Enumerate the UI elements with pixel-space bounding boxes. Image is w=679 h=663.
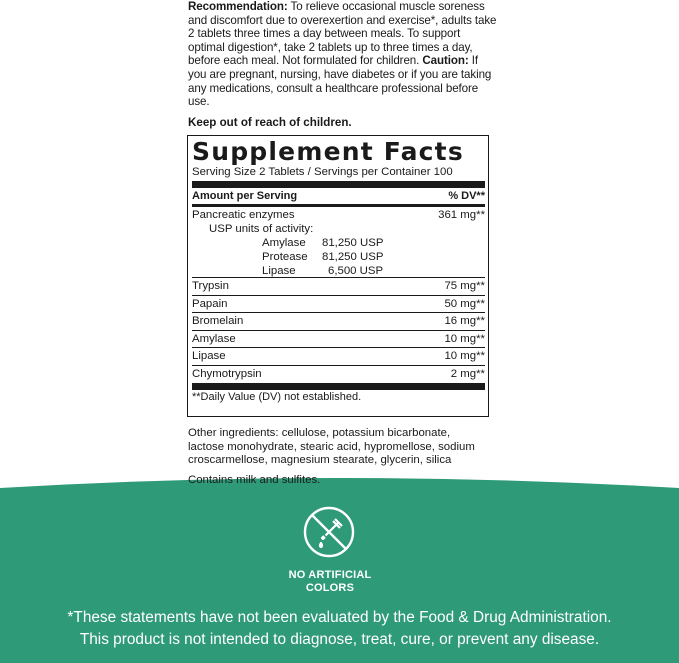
ingredient-row	[192, 296, 485, 314]
disclaimer-line-1: *These statements have not been evaluated by the Food & Drug Administration.	[67, 609, 612, 626]
badge-line-2: COLORS	[305, 582, 355, 594]
unit-value: 81,250 USP	[322, 237, 384, 249]
badge-label	[270, 569, 390, 595]
ingredient-value: 361 mg**	[438, 209, 485, 221]
directions-text	[188, 0, 498, 109]
unit-name: Amylase	[262, 237, 306, 249]
ingredient-name: Bromelain	[192, 315, 244, 328]
badge-line-1: NO ARTIFICIAL	[288, 569, 372, 581]
ingredient-row	[192, 278, 485, 296]
unit-name: Lipase	[262, 265, 296, 277]
usp-label: USP units of activity:	[209, 223, 314, 235]
caution-label: Caution:	[419, 54, 469, 68]
supplement-facts-panel	[187, 135, 489, 417]
amount-header: Amount per Serving	[192, 190, 298, 202]
other-ingredients: Other ingredients: cellulose, potassium bicarbonate, lactose monohydrate, stearic acid, hypromellose, sodium croscarmellose, magnesium stearate, glycerin, silica	[188, 427, 475, 467]
ingredient-name: Lipase	[192, 350, 226, 363]
no-dropper-icon	[302, 505, 356, 559]
ingredient-row	[192, 366, 485, 390]
ingredient-value: 10 mg**	[444, 332, 485, 345]
unit-value: 6,500 USP	[328, 265, 384, 277]
facts-title: Supplement Facts	[192, 137, 464, 166]
unit-name: Protease	[262, 251, 308, 263]
amount-header-row	[192, 188, 485, 207]
contains-statement: Contains milk and sulfites.	[188, 474, 321, 486]
serving-info: Serving Size 2 Tablets / Servings per Container 100	[192, 165, 485, 188]
ingredient-name: Trypsin	[192, 280, 229, 292]
dv-footnote: **Daily Value (DV) not established.	[192, 390, 362, 403]
unit-value: 81,250 USP	[322, 251, 384, 263]
dv-header: % DV**	[448, 190, 485, 202]
ingredient-name: Pancreatic enzymes	[192, 209, 295, 221]
caution-text: If you are pregnant, nursing, have diabetes or if you are taking any medications, consult a healthcare professional before use.	[188, 54, 492, 109]
ingredient-value: 75 mg**	[444, 280, 485, 292]
fda-disclaimer	[0, 607, 679, 651]
recommendation-text: To relieve occasional muscle soreness and discomfort due to overexertion and exercise*, adults take 2 tablets three times a day between meals. To support optimal digestion*, take 2 tablets up to three times a day, before each meal. Not formulated for children.	[188, 0, 497, 68]
recommendation-label: Recommendation:	[188, 0, 288, 13]
disclaimer-line-2: This product is not intended to diagnose, treat, cure, or prevent any disease.	[79, 631, 600, 648]
keep-out-warning: Keep out of reach of children.	[188, 116, 352, 129]
ingredient-row	[192, 313, 485, 331]
ingredient-row	[192, 331, 485, 349]
ingredient-value: 2 mg**	[450, 367, 485, 380]
ingredient-name: Chymotrypsin	[192, 367, 262, 380]
ingredient-value: 10 mg**	[444, 350, 485, 363]
ingredient-name: Amylase	[192, 332, 236, 345]
ingredient-name: Papain	[192, 297, 228, 310]
ingredient-row	[192, 348, 485, 366]
ingredient-value: 16 mg**	[444, 315, 485, 328]
ingredient-value: 50 mg**	[444, 297, 485, 310]
pancreatic-enzymes-row	[192, 207, 485, 278]
